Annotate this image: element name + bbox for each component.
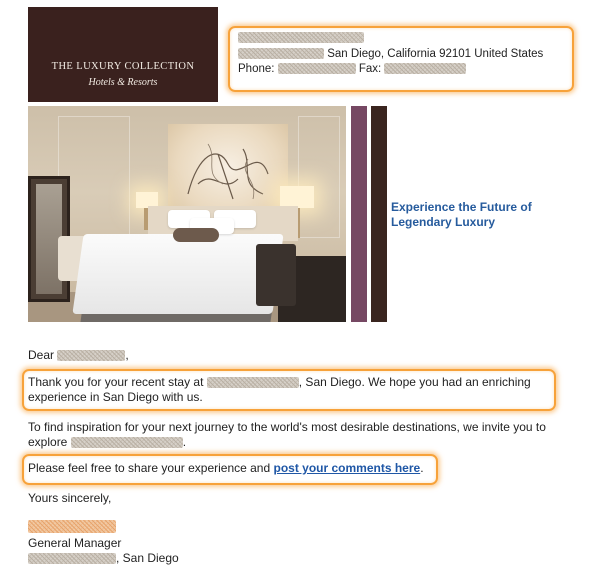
brown-stripe xyxy=(371,106,387,322)
signer-title: General Manager xyxy=(28,536,122,550)
hotel-room-photo xyxy=(28,106,346,322)
thank-you-paragraph xyxy=(28,375,531,405)
thank-you-paragraph-box xyxy=(22,369,556,411)
p3-text: Please feel free to share your experience and xyxy=(28,461,271,475)
p3-end: . xyxy=(420,461,424,475)
signer-location: , San Diego xyxy=(116,551,179,565)
address-line-3 xyxy=(238,62,466,76)
p1-start: Thank you for your recent stay at xyxy=(28,375,204,389)
address-line-1 xyxy=(238,31,364,45)
post-comments-link[interactable]: post your comments here xyxy=(273,461,421,475)
tagline-line-2: Legendary Luxury xyxy=(391,215,496,229)
logo-title: THE LUXURY COLLECTION xyxy=(51,61,195,72)
bed xyxy=(72,234,283,314)
phone-label: Phone: xyxy=(238,63,275,75)
redacted-fax xyxy=(384,63,466,74)
redacted-destination-link[interactable] xyxy=(71,437,183,448)
hotel-address-block xyxy=(228,26,574,92)
redacted-hotel-name xyxy=(238,32,364,43)
p1-end: experience in San Diego with us. xyxy=(28,390,203,404)
address-line-2 xyxy=(238,47,543,61)
p2-explore: explore xyxy=(28,435,68,449)
logo-subtitle: Hotels & Resorts xyxy=(88,77,158,88)
hero-tagline xyxy=(391,200,591,230)
purple-stripe xyxy=(351,106,367,322)
closing: Yours sincerely, xyxy=(28,491,112,505)
inspiration-paragraph xyxy=(28,420,588,450)
p2-end: . xyxy=(182,435,187,449)
luxury-collection-logo xyxy=(28,7,218,102)
letter-greeting xyxy=(28,348,129,363)
redacted-signature xyxy=(28,520,116,533)
fax-label: Fax: xyxy=(358,63,382,75)
signer-location-line xyxy=(28,551,179,566)
redacted-phone xyxy=(278,63,356,74)
signature-redacted xyxy=(28,519,116,533)
redacted-hotel-name-2 xyxy=(207,377,299,388)
p1-middle: , San Diego. We hope you had an enriching xyxy=(298,375,531,389)
desk-chair xyxy=(256,244,296,306)
greeting-word: Dear xyxy=(28,348,55,362)
greeting-comma: , xyxy=(125,348,129,362)
address-city: San Diego, California 92101 United States xyxy=(327,48,544,60)
redacted-signer-hotel xyxy=(28,553,116,564)
p2-start: To find inspiration for your next journey to the world's most desirable destinations, we invite you to xyxy=(28,420,546,434)
redacted-street xyxy=(238,48,324,59)
comments-paragraph xyxy=(28,461,424,476)
tagline-line-1: Experience the Future of xyxy=(391,200,532,214)
comments-paragraph-box xyxy=(22,454,438,485)
redacted-guest-name xyxy=(57,350,125,361)
